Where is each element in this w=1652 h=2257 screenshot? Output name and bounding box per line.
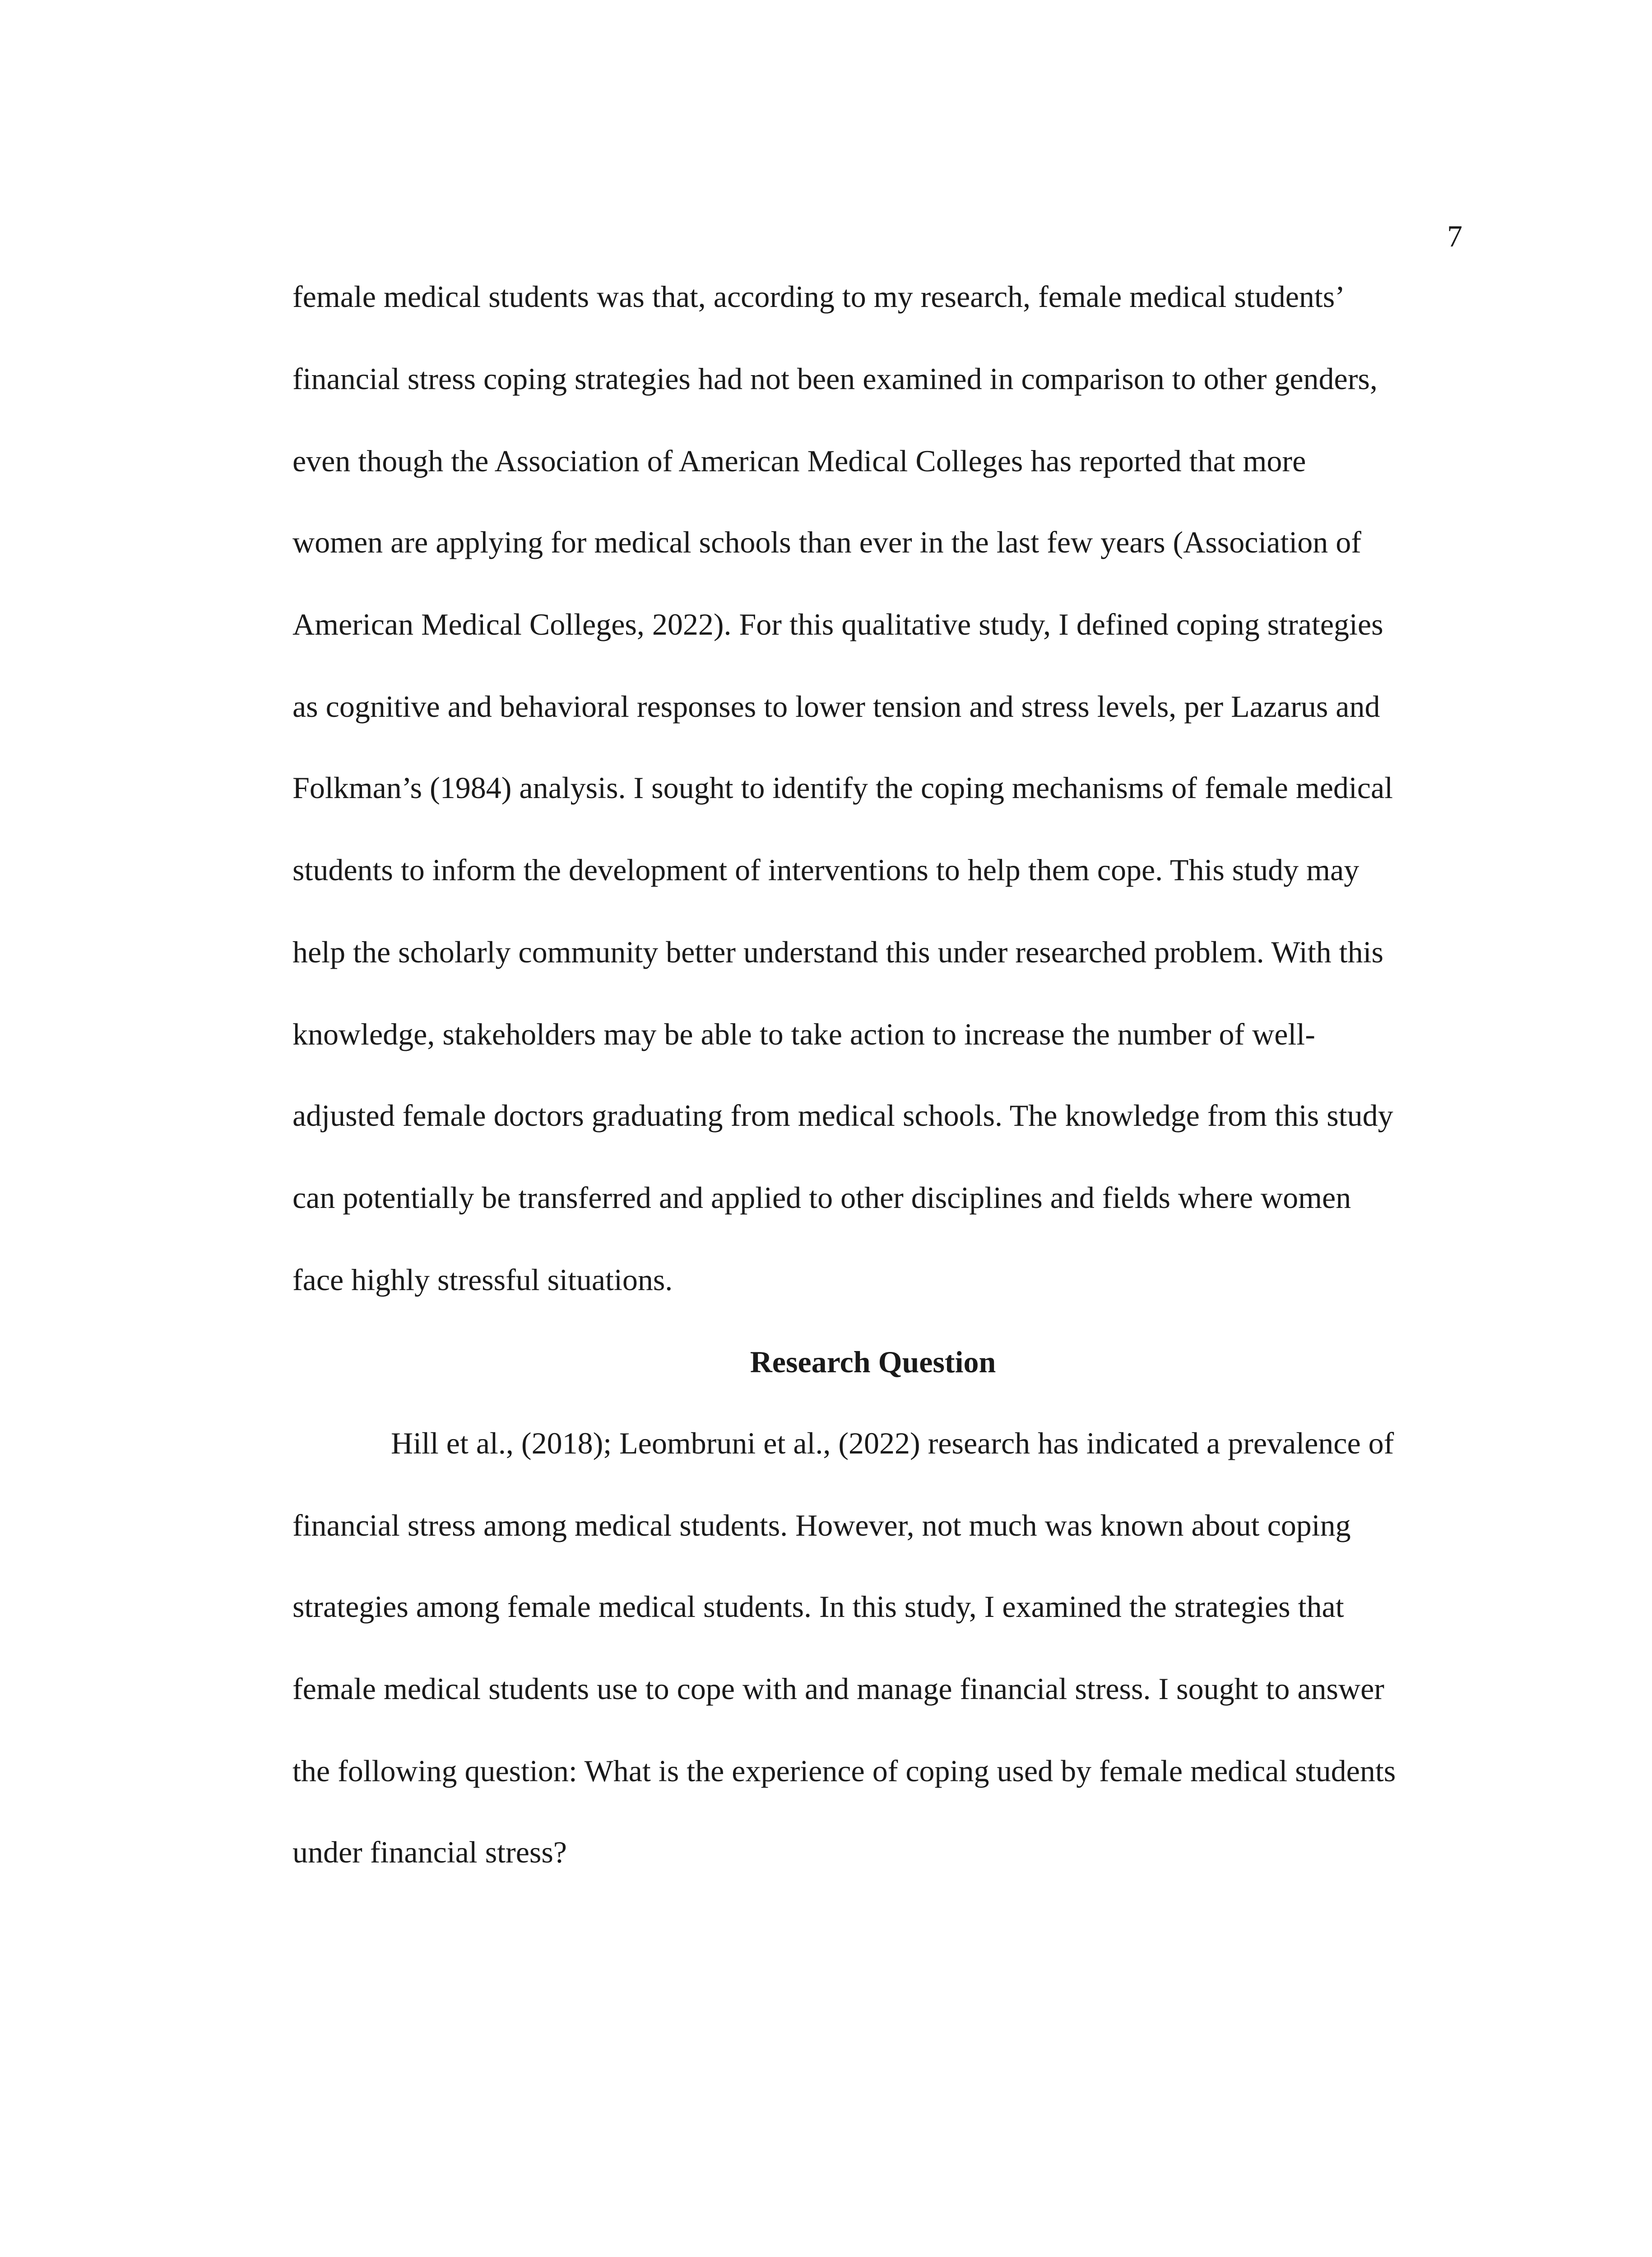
text-line: strategies among female medical students. In this study, I examined the strategies that	[292, 1589, 1344, 1624]
text-line: as cognitive and behavioral responses to lower tension and stress levels, per Lazarus and	[292, 689, 1380, 724]
text-line: female medical students use to cope with and manage financial stress. I sought to answer	[292, 1672, 1384, 1706]
text-line: female medical students was that, according to my research, female medical students’	[292, 279, 1345, 314]
text-line: under financial stress?	[292, 1835, 567, 1869]
section-heading: Research Question	[750, 1345, 996, 1379]
page-number: 7	[1447, 219, 1462, 253]
text-line: Folkman’s (1984) analysis. I sought to identify the coping mechanisms of female medical	[292, 771, 1393, 805]
text-line: adjusted female doctors graduating from medical schools. The knowledge from this study	[292, 1098, 1393, 1133]
text-line: even though the Association of American Medical Colleges has reported that more	[292, 444, 1306, 478]
text-line: knowledge, stakeholders may be able to take action to increase the number of well-	[292, 1017, 1315, 1051]
text-line: financial stress among medical students. However, not much was known about coping	[292, 1508, 1351, 1542]
text-line: Hill et al., (2018); Leombruni et al., (2022) research has indicated a prevalence of	[391, 1426, 1394, 1460]
text-line: women are applying for medical schools than ever in the last few years (Association of	[292, 525, 1361, 559]
text-line: can potentially be transferred and applied to other disciplines and fields where women	[292, 1180, 1351, 1215]
text-line: help the scholarly community better understand this under researched problem. With this	[292, 935, 1383, 969]
text-line: students to inform the development of interventions to help them cope. This study may	[292, 853, 1360, 887]
text-line: financial stress coping strategies had not been examined in comparison to other genders,	[292, 362, 1378, 396]
text-line: American Medical Colleges, 2022). For this qualitative study, I defined coping strategies	[292, 607, 1383, 641]
text-line: the following question: What is the experience of coping used by female medical students	[292, 1754, 1396, 1788]
text-line: face highly stressful situations.	[292, 1263, 673, 1297]
